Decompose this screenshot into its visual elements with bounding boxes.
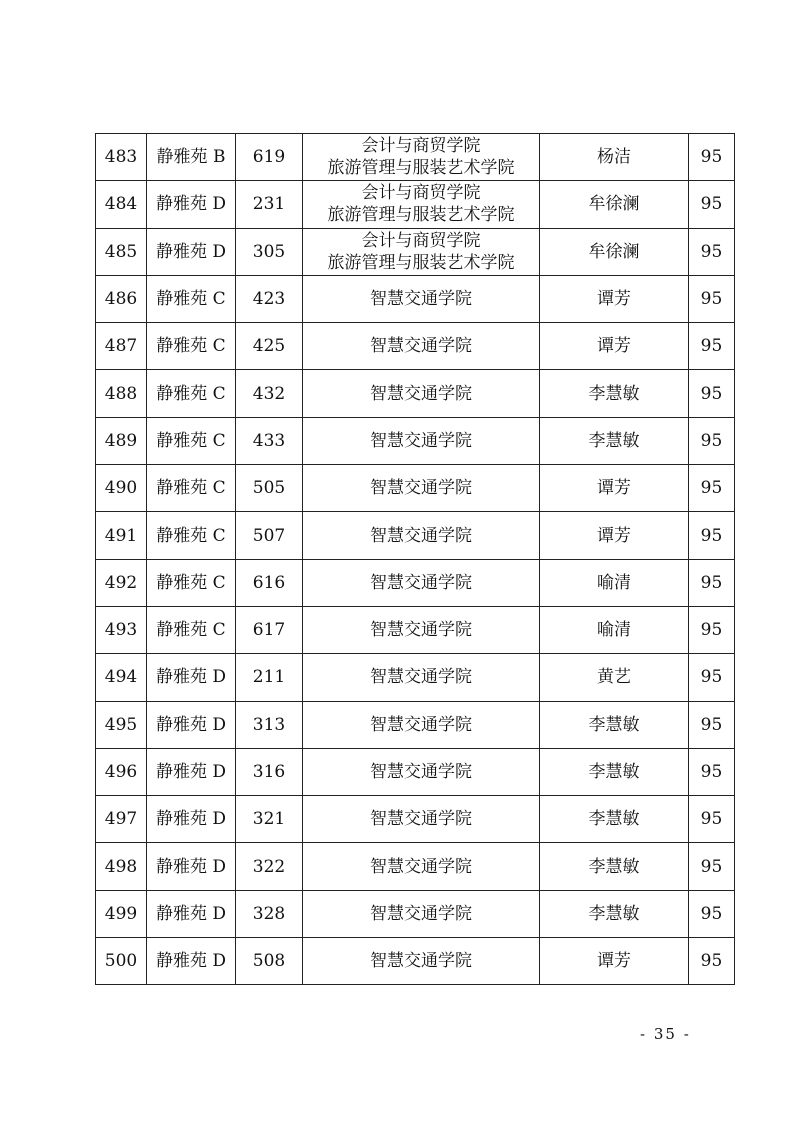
row-number-cell: 500 (96, 938, 147, 985)
score-cell: 95 (689, 748, 735, 795)
building-cell: 静雅苑 C (147, 417, 236, 464)
row-number-cell: 485 (96, 228, 147, 275)
table-row (96, 275, 735, 322)
building-cell: 静雅苑 D (147, 701, 236, 748)
college-name: 旅游管理与服装艺术学院 (327, 158, 515, 179)
row-number-cell: 489 (96, 417, 147, 464)
college-cell (303, 938, 540, 985)
score-cell: 95 (689, 559, 735, 606)
building-cell: 静雅苑 C (147, 606, 236, 653)
table-body (96, 134, 735, 985)
score-cell: 95 (689, 796, 735, 843)
college-name: 会计与商贸学院 (361, 230, 481, 251)
table-row (96, 843, 735, 890)
room-number-cell: 305 (236, 228, 303, 275)
college-name: 智慧交通学院 (370, 383, 472, 404)
row-number-cell: 496 (96, 748, 147, 795)
dormitory-score-table (95, 133, 735, 985)
college-cell (303, 796, 540, 843)
table-row (96, 370, 735, 417)
inspector-cell: 李慧敏 (540, 370, 689, 417)
college-cell (303, 512, 540, 559)
inspector-cell: 谭芳 (540, 323, 689, 370)
inspector-cell: 杨洁 (540, 134, 689, 181)
score-cell: 95 (689, 275, 735, 322)
room-number-cell: 423 (236, 275, 303, 322)
score-cell: 95 (689, 843, 735, 890)
inspector-cell: 李慧敏 (540, 748, 689, 795)
college-cell (303, 417, 540, 464)
row-number-cell: 494 (96, 654, 147, 701)
row-number-cell: 486 (96, 275, 147, 322)
college-cell (303, 748, 540, 795)
room-number-cell: 505 (236, 465, 303, 512)
row-number-cell: 493 (96, 606, 147, 653)
score-cell: 95 (689, 890, 735, 937)
room-number-cell: 619 (236, 134, 303, 181)
building-cell: 静雅苑 C (147, 559, 236, 606)
row-number-cell: 492 (96, 559, 147, 606)
room-number-cell: 616 (236, 559, 303, 606)
college-cell (303, 843, 540, 890)
building-cell: 静雅苑 D (147, 938, 236, 985)
table-row (96, 134, 735, 181)
row-number-cell: 495 (96, 701, 147, 748)
inspector-cell: 黄艺 (540, 654, 689, 701)
table-row (96, 512, 735, 559)
college-cell (303, 465, 540, 512)
building-cell: 静雅苑 B (147, 134, 236, 181)
college-name: 智慧交通学院 (370, 336, 472, 357)
inspector-cell: 牟徐澜 (540, 228, 689, 275)
inspector-cell: 喻清 (540, 559, 689, 606)
score-cell: 95 (689, 228, 735, 275)
room-number-cell: 432 (236, 370, 303, 417)
college-cell (303, 370, 540, 417)
score-cell: 95 (689, 512, 735, 559)
table-row (96, 654, 735, 701)
row-number-cell: 490 (96, 465, 147, 512)
score-cell: 95 (689, 181, 735, 228)
college-name: 智慧交通学院 (370, 430, 472, 451)
inspector-cell: 喻清 (540, 606, 689, 653)
college-cell (303, 134, 540, 181)
building-cell: 静雅苑 D (147, 181, 236, 228)
inspector-cell: 李慧敏 (540, 890, 689, 937)
college-cell (303, 701, 540, 748)
college-name: 智慧交通学院 (370, 525, 472, 546)
college-name: 智慧交通学院 (370, 572, 472, 593)
college-name: 智慧交通学院 (370, 714, 472, 735)
college-name: 旅游管理与服装艺术学院 (327, 252, 515, 273)
college-name: 智慧交通学院 (370, 809, 472, 830)
room-number-cell: 313 (236, 701, 303, 748)
table-row (96, 465, 735, 512)
college-name: 智慧交通学院 (370, 762, 472, 782)
room-number-cell: 617 (236, 606, 303, 653)
building-cell: 静雅苑 C (147, 465, 236, 512)
college-cell (303, 181, 540, 228)
building-cell: 静雅苑 C (147, 512, 236, 559)
building-cell: 静雅苑 D (147, 843, 236, 890)
table-row (96, 748, 735, 795)
inspector-cell: 谭芳 (540, 938, 689, 985)
score-cell: 95 (689, 370, 735, 417)
college-name: 智慧交通学院 (370, 903, 472, 924)
row-number-cell: 499 (96, 890, 147, 937)
room-number-cell: 433 (236, 417, 303, 464)
college-cell (303, 559, 540, 606)
score-cell: 95 (689, 938, 735, 985)
inspector-cell: 谭芳 (540, 275, 689, 322)
room-number-cell: 231 (236, 181, 303, 228)
table-row (96, 559, 735, 606)
room-number-cell: 425 (236, 323, 303, 370)
college-cell (303, 606, 540, 653)
college-cell (303, 275, 540, 322)
room-number-cell: 508 (236, 938, 303, 985)
college-cell (303, 228, 540, 275)
table-row (96, 890, 735, 937)
college-name: 智慧交通学院 (370, 951, 472, 972)
table-row (96, 323, 735, 370)
college-name: 智慧交通学院 (370, 667, 472, 688)
college-cell (303, 890, 540, 937)
table-row (96, 606, 735, 653)
table-row (96, 701, 735, 748)
room-number-cell: 211 (236, 654, 303, 701)
score-cell: 95 (689, 465, 735, 512)
room-number-cell: 328 (236, 890, 303, 937)
table-row (96, 417, 735, 464)
row-number-cell: 488 (96, 370, 147, 417)
row-number-cell: 483 (96, 134, 147, 181)
score-cell: 95 (689, 701, 735, 748)
inspector-cell: 谭芳 (540, 512, 689, 559)
table-row (96, 181, 735, 228)
building-cell: 静雅苑 D (147, 890, 236, 937)
college-name: 智慧交通学院 (370, 620, 472, 641)
inspector-cell: 李慧敏 (540, 796, 689, 843)
room-number-cell: 321 (236, 796, 303, 843)
score-cell: 95 (689, 417, 735, 464)
college-name: 会计与商贸学院 (361, 183, 481, 204)
inspector-cell: 牟徐澜 (540, 181, 689, 228)
table-row (96, 938, 735, 985)
room-number-cell: 507 (236, 512, 303, 559)
college-cell (303, 654, 540, 701)
building-cell: 静雅苑 D (147, 654, 236, 701)
building-cell: 静雅苑 D (147, 748, 236, 795)
room-number-cell: 322 (236, 843, 303, 890)
college-cell (303, 323, 540, 370)
building-cell: 静雅苑 D (147, 228, 236, 275)
room-number-cell: 316 (236, 748, 303, 795)
table-row (96, 796, 735, 843)
row-number-cell: 487 (96, 323, 147, 370)
college-name: 旅游管理与服装艺术学院 (327, 205, 515, 226)
row-number-cell: 484 (96, 181, 147, 228)
college-name: 智慧交通学院 (370, 856, 472, 877)
college-name: 会计与商贸学院 (361, 136, 481, 157)
score-cell: 95 (689, 134, 735, 181)
score-cell: 95 (689, 323, 735, 370)
building-cell: 静雅苑 C (147, 323, 236, 370)
inspector-cell: 李慧敏 (540, 701, 689, 748)
table-row (96, 228, 735, 275)
row-number-cell: 498 (96, 843, 147, 890)
building-cell: 静雅苑 C (147, 275, 236, 322)
row-number-cell: 491 (96, 512, 147, 559)
building-cell: 静雅苑 C (147, 370, 236, 417)
score-cell: 95 (689, 606, 735, 653)
inspector-cell: 李慧敏 (540, 417, 689, 464)
college-name: 智慧交通学院 (370, 289, 472, 310)
page-number: - 35 - (640, 1025, 691, 1043)
college-name: 智慧交通学院 (370, 478, 472, 499)
building-cell: 静雅苑 D (147, 796, 236, 843)
inspector-cell: 李慧敏 (540, 843, 689, 890)
row-number-cell: 497 (96, 796, 147, 843)
score-cell: 95 (689, 654, 735, 701)
inspector-cell: 谭芳 (540, 465, 689, 512)
